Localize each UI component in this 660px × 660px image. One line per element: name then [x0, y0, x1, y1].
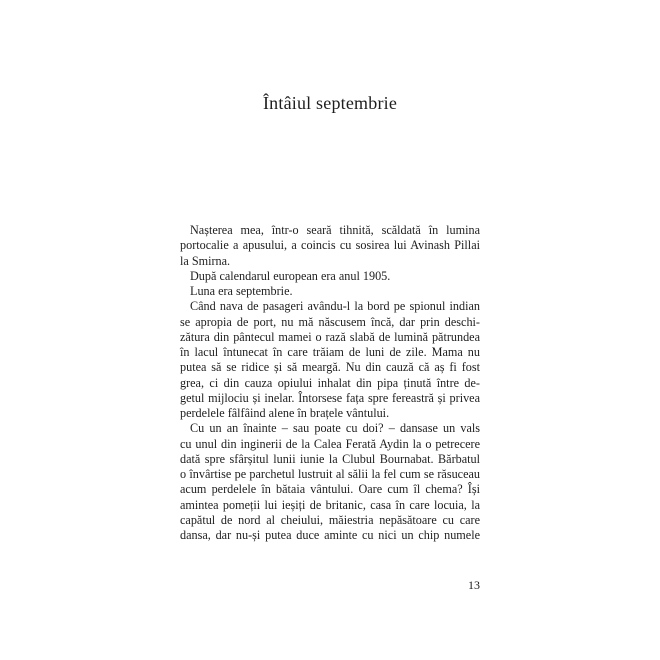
- text-line: După calendarul european era anul 1905.: [190, 268, 391, 283]
- text-line: acum perdelele în bătaia vântului. Oare cum îl chema? Își: [180, 482, 480, 497]
- text-line: perdelele fâlfâind alene în brațele vântului.: [180, 406, 390, 420]
- text-line: Când nava de pasageri avându-l la bord pe spionul indian: [190, 299, 480, 314]
- text-line: dată spre sfârșitul lunii iunie la Clubul Bournabat. Bărbatul: [180, 451, 480, 466]
- text-line: portocalie a apusului, a coincis cu sosirea lui Avinash Pillai: [180, 238, 480, 253]
- text-line: zătura din pântecul mamei o rază slabă de lumină pătrundea: [180, 329, 480, 344]
- text-line: amintea pomeții lui ieșiți de britanic, casa în care locuia, la: [180, 497, 480, 512]
- text-line: Luna era septembrie.: [190, 284, 293, 298]
- text-line: în lacul întunecat în care trăiam de luni de zile. Mama nu: [180, 345, 480, 359]
- text-line: la Smirna.: [180, 253, 231, 268]
- text-line: putea să se ridice și să meargă. Nu din cauză că aș fi fost: [180, 360, 480, 375]
- chapter-body: [180, 223, 480, 543]
- text-line: capătul de nord al cheiului, măiestria nepăsătoare cu care: [180, 512, 480, 527]
- text-line: Nașterea mea, într-o seară tihnită, scăldată în lumina: [190, 223, 480, 237]
- page-number: 13: [468, 578, 480, 592]
- text-line: se apropia de port, nu mă născusem încă, dar prin deschi-: [180, 314, 480, 329]
- text-line: cu unul din inginerii de la Calea Ferată Aydin la o petrecere: [180, 436, 480, 451]
- chapter-title: Întâiul septembrie: [262, 93, 398, 113]
- text-line: grea, ci din cauza opiului inhalat din pipa ținută între de-: [180, 375, 480, 390]
- text-line: getul mijlociu și inelar. Întorsese fața spre fereastră și privea: [180, 390, 480, 405]
- text-line: o învârtise pe parchetul lustruit al sălii la fel cum se răsuceau: [180, 467, 480, 481]
- text-line: dansa, dar nu-și putea duce aminte cu nici un chip numele: [180, 528, 480, 542]
- text-line: Cu un an înainte – sau poate cu doi? – dansase un vals: [190, 421, 480, 436]
